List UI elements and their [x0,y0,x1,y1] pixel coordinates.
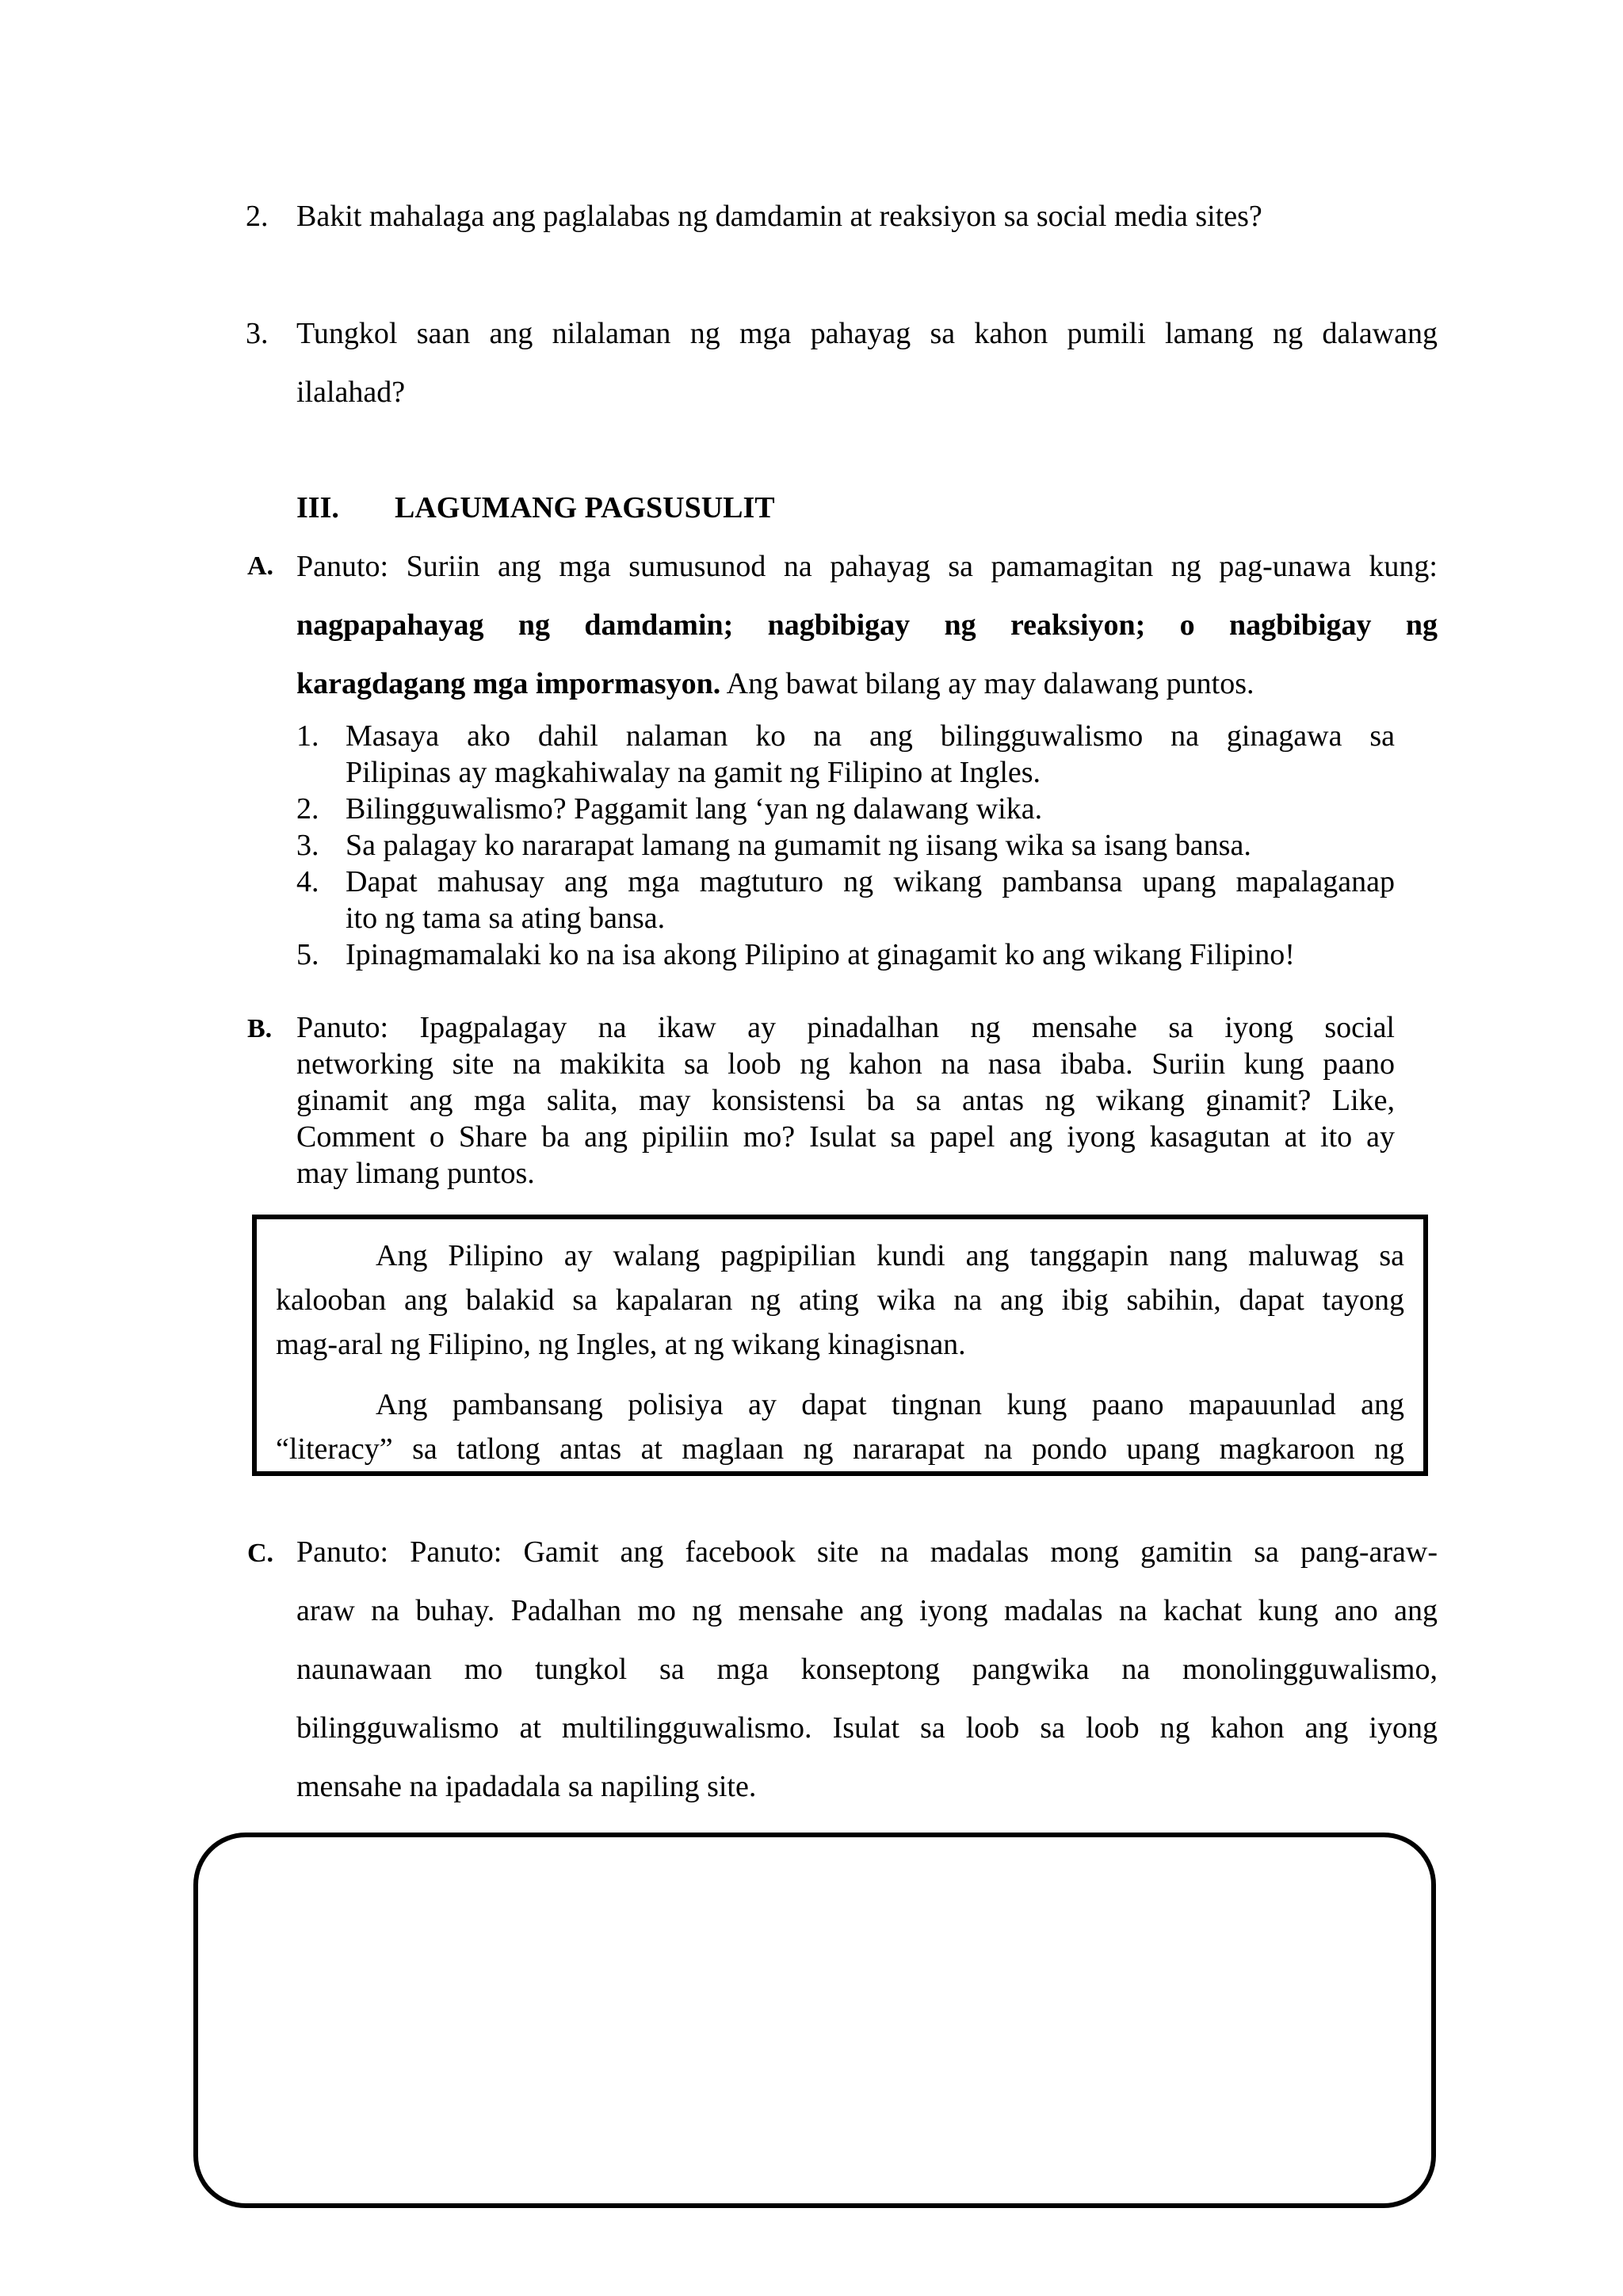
message-box [252,1215,1428,1476]
section-roman: III. [296,491,339,524]
part-letter: C. [247,1539,274,1568]
instruction-line: Comment o Share ba ang pipiliin mo? Isulat sa papel ang iyong kasagutan at ito ay [296,1120,1395,1154]
instruction-bold-phrase: karagdagang mga impormasyon. [296,667,721,700]
box-line: Ang pambansang polisiya ay dapat tingnan kung paano mapauunlad ang [376,1388,1404,1421]
box-line: mag-aral ng Filipino, ng Ingles, at ng wikang kinagisnan. [276,1328,966,1361]
instruction-line: may limang puntos. [296,1157,535,1190]
instruction-line: networking site na makikita sa loob ng kahon na nasa ibaba. Suriin kung paano [296,1047,1395,1081]
item-number: 1. [296,719,319,753]
item-number: 2. [296,792,319,826]
instruction-line-bold: nagpapahayag ng damdamin; nagbibigay ng reaksiyon; o nagbibigay ng [296,608,1438,642]
item-number: 5. [296,938,319,971]
item-line: Ipinagmamalaki ko na isa akong Pilipino at ginagamit ko ang wikang Filipino! [346,938,1295,971]
item-number: 4. [296,865,319,898]
instruction-line: araw na buhay. Padalhan mo ng mensahe ang iyong madalas na kachat kung ano ang [296,1594,1438,1627]
question-number: 2. [246,200,269,233]
part-letter: B. [247,1014,273,1043]
instruction-line: bilingguwalismo at multilingguwalismo. Isulat sa loob sa loob ng kahon ang iyong [296,1711,1438,1745]
question-text: Bakit mahalaga ang paglalabas ng damdamin at reaksiyon sa social media sites? [296,200,1262,233]
item-number: 3. [296,829,319,862]
instruction-line: Panuto: Panuto: Gamit ang facebook site na madalas mong gamitin sa pang-araw- [296,1535,1438,1569]
part-letter: A. [247,551,274,581]
instruction-line: naunawaan mo tungkol sa mga konseptong pangwika na monolingguwalismo, [296,1653,1438,1686]
instruction-line [296,666,1438,704]
item-line: Bilingguwalismo? Paggamit lang ‘yan ng dalawang wika. [346,792,1043,826]
instruction-line: ginamit ang mga salita, may konsistensi ba sa antas ng wikang ginamit? Like, [296,1084,1395,1117]
item-line: Sa palagay ko nararapat lamang na gumamit ng iisang wika sa isang bansa. [346,829,1251,862]
instruction-line: Panuto: Suriin ang mga sumusunod na pahayag sa pamamagitan ng pag-unawa kung: [296,550,1438,583]
instruction-line: mensahe na ipadadala sa napiling site. [296,1770,757,1803]
section-title: LAGUMANG PAGSUSULIT [395,491,775,524]
item-line: Masaya ako dahil nalaman ko na ang bilingguwalismo na ginagawa sa [346,719,1395,753]
box-line: Ang Pilipino ay walang pagpipilian kundi ang tanggapin nang maluwag sa [376,1239,1404,1272]
instruction-rest: Ang bawat bilang ay may dalawang puntos. [720,667,1254,700]
question-number: 3. [246,317,269,350]
box-line: “literacy” sa tatlong antas at maglaan ng nararapat na pondo upang magkaroon ng [276,1432,1404,1466]
item-line: Dapat mahusay ang mga magtuturo ng wikang pambansa upang mapalaganap [346,865,1395,898]
box-line: kalooban ang balakid sa kapalaran ng ating wika na ang ibig sabihin, dapat tayong [276,1283,1404,1317]
answer-box[interactable] [193,1833,1436,2208]
question-text-line: ilalahad? [296,376,406,409]
instruction-line: Panuto: Ipagpalagay na ikaw ay pinadalhan ng mensahe sa iyong social [296,1011,1395,1044]
question-text-line: Tungkol saan ang nilalaman ng mga pahayag sa kahon pumili lamang ng dalawang [296,317,1438,350]
item-line: Pilipinas ay magkahiwalay na gamit ng Filipino at Ingles. [346,756,1041,789]
item-line: ito ng tama sa ating bansa. [346,902,666,935]
